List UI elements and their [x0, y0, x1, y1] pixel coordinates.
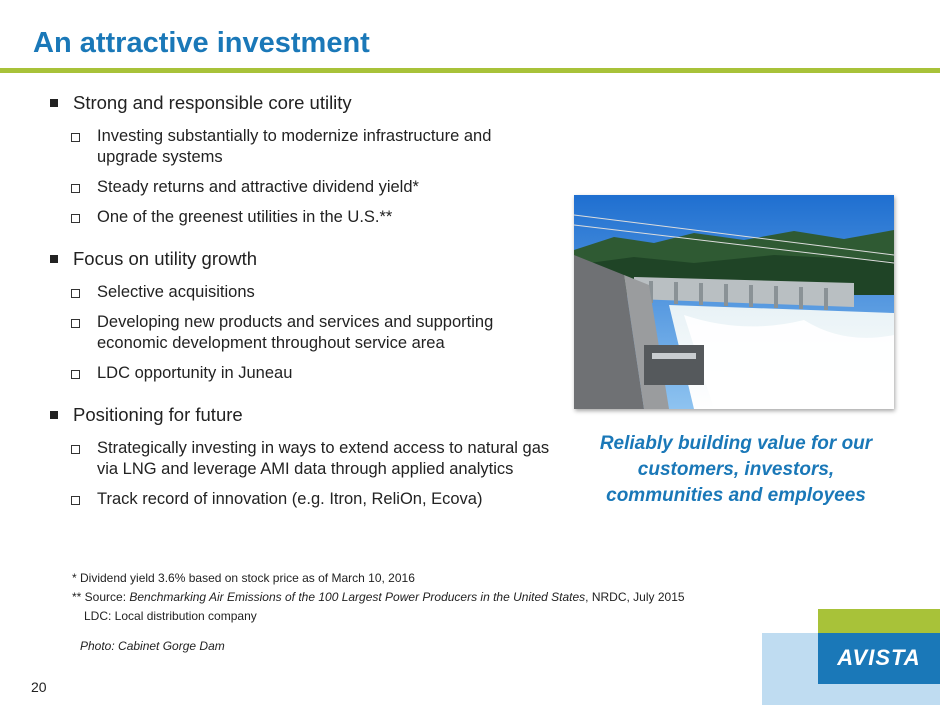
hollow-square-bullet-icon: [71, 496, 80, 505]
sub-bullet-text: LDC opportunity in Juneau: [97, 364, 293, 382]
hollow-square-bullet-icon: [71, 289, 80, 298]
section-heading-text: Strong and responsible core utility: [73, 92, 352, 113]
square-bullet-icon: [50, 411, 58, 419]
sub-bullet: [71, 282, 550, 303]
section-heading-text: Focus on utility growth: [73, 248, 258, 269]
photo-credit: Photo: Cabinet Gorge Dam: [80, 639, 225, 653]
section-heading: [50, 92, 550, 114]
hollow-square-bullet-icon: [71, 133, 80, 142]
page-number: 20: [31, 679, 47, 695]
sub-bullet-text: Steady returns and attractive dividend yield*: [97, 178, 419, 196]
footnote-source-prefix: ** Source:: [72, 590, 130, 604]
bullet-content: [50, 92, 550, 530]
title-divider: [0, 68, 940, 73]
sub-bullet: [71, 207, 550, 228]
section-future: [50, 404, 550, 510]
corner-decoration-green: [818, 609, 940, 633]
footnote-source: [72, 590, 685, 604]
hollow-square-bullet-icon: [71, 445, 80, 454]
sub-bullet: [71, 438, 550, 480]
footnotes: [72, 571, 685, 628]
sub-bullet: [71, 312, 550, 354]
sub-bullet: [71, 177, 550, 198]
footnote-dividend: * Dividend yield 3.6% based on stock price as of March 10, 2016: [72, 571, 415, 585]
section-heading-text: Positioning for future: [73, 404, 243, 425]
sub-bullet-text: Developing new products and services and supporting economic development throughout service area: [97, 313, 494, 352]
square-bullet-icon: [50, 255, 58, 263]
section-utility-growth: [50, 248, 550, 384]
hollow-square-bullet-icon: [71, 184, 80, 193]
footnote-ldc: LDC: Local distribution company: [84, 609, 257, 623]
section-core-utility: [50, 92, 550, 228]
section-heading: [50, 404, 550, 426]
sub-bullet-text: Strategically investing in ways to extend access to natural gas via LNG and leverage AMI data through applied analytics: [97, 439, 550, 478]
photo-caption: Reliably building value for our customers, investors, communities and employees: [599, 433, 873, 506]
sub-bullet-text: Selective acquisitions: [97, 283, 255, 301]
square-bullet-icon: [50, 99, 58, 107]
dam-photo: [574, 195, 894, 409]
hollow-square-bullet-icon: [71, 214, 80, 223]
sub-bullet: [71, 126, 550, 168]
hollow-square-bullet-icon: [71, 370, 80, 379]
sub-bullet: [71, 489, 550, 510]
sub-bullet-text: Investing substantially to modernize infrastructure and upgrade systems: [97, 127, 492, 166]
footnote-source-title: Benchmarking Air Emissions of the 100 Largest Power Producers in the United States: [129, 590, 586, 604]
sub-bullet-text: One of the greenest utilities in the U.S.**: [97, 208, 393, 226]
avista-logo: AVISTA: [837, 645, 921, 670]
slide-title: An attractive investment: [33, 27, 370, 59]
sub-bullet: [71, 363, 550, 384]
dam-illustration: [574, 195, 894, 409]
hollow-square-bullet-icon: [71, 319, 80, 328]
section-heading: [50, 248, 550, 270]
footnote-source-suffix: , NRDC, July 2015: [585, 590, 685, 604]
sub-bullet-text: Track record of innovation (e.g. Itron, ReliOn, Ecova): [97, 490, 483, 508]
